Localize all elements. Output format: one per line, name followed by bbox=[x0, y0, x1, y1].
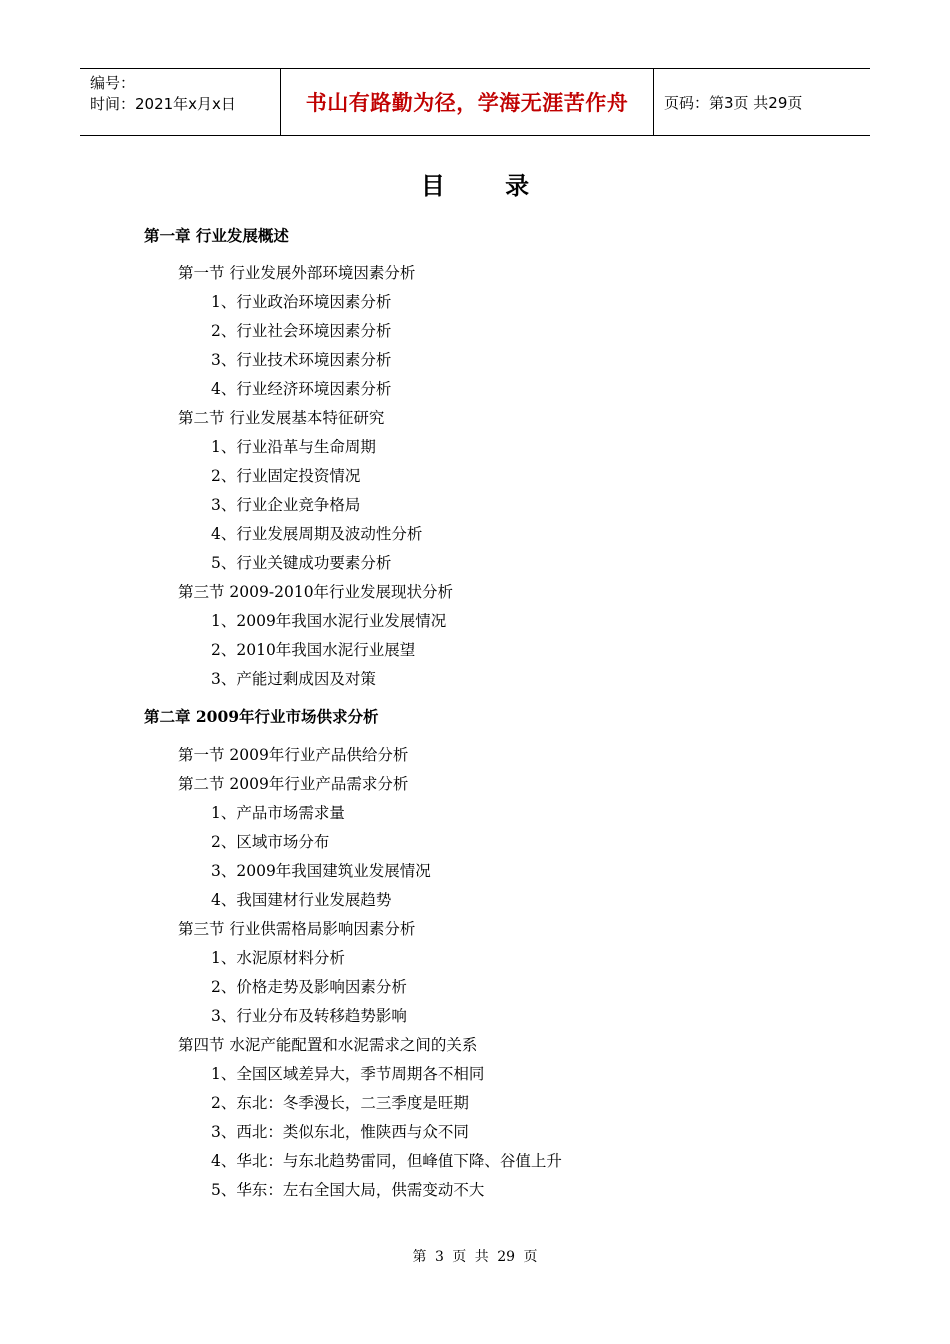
toc-item[interactable]: 1、行业政治环境因素分析 bbox=[211, 293, 392, 311]
toc-item[interactable]: 2、2010年我国水泥行业展望 bbox=[211, 641, 416, 659]
toc-item[interactable]: 5、行业关键成功要素分析 bbox=[211, 554, 392, 572]
toc-item[interactable]: 2、行业社会环境因素分析 bbox=[211, 322, 392, 340]
toc-section[interactable]: 第三节 行业供需格局影响因素分析 bbox=[178, 920, 416, 938]
toc-item[interactable]: 3、行业企业竞争格局 bbox=[211, 496, 361, 514]
toc-chapter[interactable]: 第二章 2009年行业市场供求分析 bbox=[144, 707, 379, 726]
toc-item[interactable]: 3、行业技术环境因素分析 bbox=[211, 351, 392, 369]
toc-chapter[interactable]: 第一章 行业发展概述 bbox=[144, 226, 289, 245]
toc-item[interactable]: 2、东北：冬季漫长，二三季度是旺期 bbox=[211, 1094, 469, 1112]
toc-item[interactable]: 3、行业分布及转移趋势影响 bbox=[211, 1007, 407, 1025]
toc-item[interactable]: 1、2009年我国水泥行业发展情况 bbox=[211, 612, 447, 630]
page-header bbox=[80, 68, 870, 136]
toc-item[interactable]: 1、全国区域差异大，季节周期各不相同 bbox=[211, 1065, 485, 1083]
page-footer: 第 3 页 共 29 页 bbox=[412, 1249, 538, 1265]
toc-section[interactable]: 第二节 2009年行业产品需求分析 bbox=[178, 775, 409, 793]
toc-section[interactable]: 第四节 水泥产能配置和水泥需求之间的关系 bbox=[178, 1036, 478, 1054]
toc-item[interactable]: 5、华东：左右全国大局，供需变动不大 bbox=[211, 1181, 485, 1199]
toc-item[interactable]: 3、产能过剩成因及对策 bbox=[211, 670, 376, 688]
header-number-label: 编号： bbox=[90, 74, 136, 92]
header-meta bbox=[80, 69, 281, 135]
toc-item[interactable]: 3、西北：类似东北，惟陕西与众不同 bbox=[211, 1123, 469, 1141]
toc-section[interactable]: 第一节 行业发展外部环境因素分析 bbox=[178, 264, 416, 282]
toc-item[interactable]: 4、华北：与东北趋势雷同，但峰值下降、谷值上升 bbox=[211, 1152, 562, 1170]
toc-section[interactable]: 第一节 2009年行业产品供给分析 bbox=[178, 746, 409, 764]
header-date-label: 时间：2021年x月x日 bbox=[90, 95, 236, 113]
toc-item[interactable]: 2、区域市场分布 bbox=[211, 833, 330, 851]
toc-section[interactable]: 第三节 2009-2010年行业发展现状分析 bbox=[178, 583, 454, 601]
toc-item[interactable]: 2、行业固定投资情况 bbox=[211, 467, 361, 485]
page-title: 目 录 bbox=[420, 172, 556, 200]
toc-section[interactable]: 第二节 行业发展基本特征研究 bbox=[178, 409, 385, 427]
header-motto: 书山有路勤为径，学海无涯苦作舟 bbox=[281, 69, 654, 135]
toc-item[interactable]: 1、水泥原材料分析 bbox=[211, 949, 345, 967]
toc-item[interactable]: 4、我国建材行业发展趋势 bbox=[211, 891, 392, 909]
toc-item[interactable]: 4、行业发展周期及波动性分析 bbox=[211, 525, 423, 543]
toc-item[interactable]: 3、2009年我国建筑业发展情况 bbox=[211, 862, 431, 880]
toc-item[interactable]: 1、产品市场需求量 bbox=[211, 804, 345, 822]
toc-item[interactable]: 1、行业沿革与生命周期 bbox=[211, 438, 376, 456]
header-page-label: 页码：第3页 共29页 bbox=[664, 93, 803, 112]
toc-item[interactable]: 4、行业经济环境因素分析 bbox=[211, 380, 392, 398]
toc-item[interactable]: 2、价格走势及影响因素分析 bbox=[211, 978, 407, 996]
